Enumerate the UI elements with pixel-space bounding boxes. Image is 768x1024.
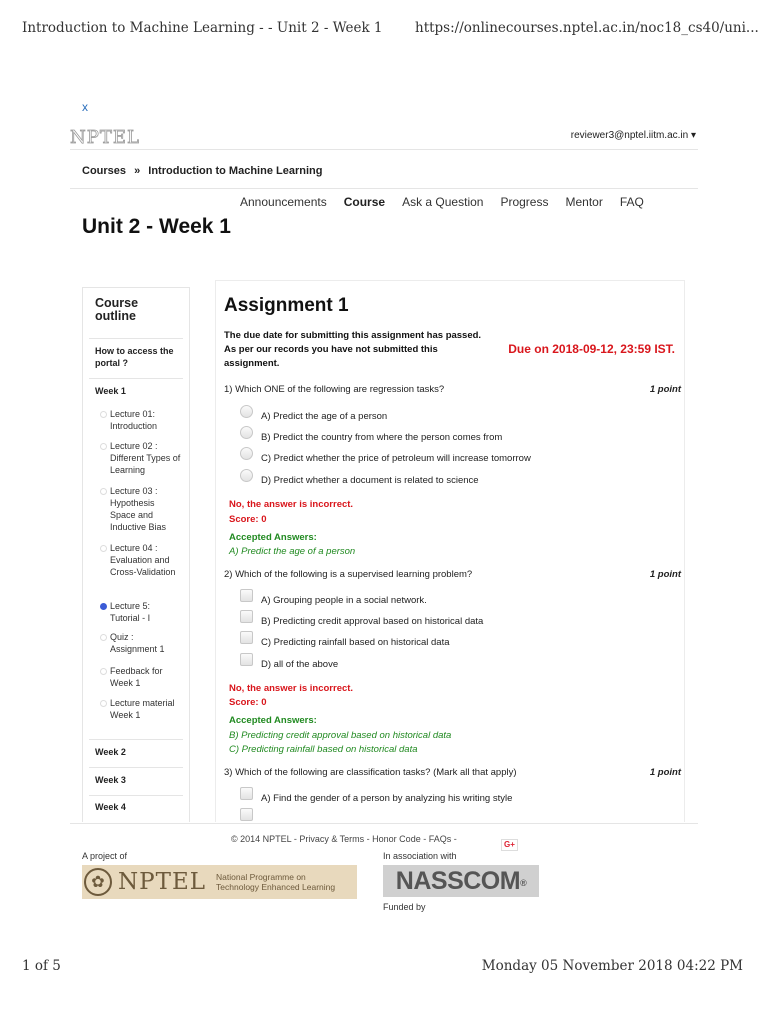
sidebar-title: Course outline: [95, 296, 139, 323]
print-page-title: Introduction to Machine Learning - - Unit 2 - Week 1: [22, 20, 383, 36]
q2-feedback: No, the answer is incorrect.: [229, 683, 354, 694]
sidebar-lecture-04[interactable]: Lecture 04 : Evaluation and Cross-Validation: [110, 543, 176, 577]
sidebar-item-week-4[interactable]: Week 4: [95, 802, 126, 812]
nptel-banner-logo[interactable]: [82, 865, 357, 899]
header-divider: [70, 149, 698, 150]
q1-option-d[interactable]: [240, 470, 479, 486]
radio-button[interactable]: [240, 405, 253, 418]
q3-option-a[interactable]: [240, 788, 512, 804]
q2-accepted-label: Accepted Answers:: [229, 715, 317, 726]
checkbox[interactable]: [240, 808, 253, 821]
user-menu[interactable]: reviewer3@nptel.iitm.ac.in ▾: [570, 130, 696, 141]
q1-option-a[interactable]: [240, 406, 387, 422]
q3-option-b[interactable]: [240, 809, 261, 822]
nptel-emblem-icon: ✿: [84, 868, 112, 896]
nav-mentor[interactable]: Mentor: [565, 195, 603, 209]
due-date-notice: The due date for submitting this assignment has passed. As per our records you have not submitted this assignment.: [224, 330, 482, 369]
checkbox[interactable]: [240, 589, 253, 602]
question-2-text: 2) Which of the following is a supervised learning problem?: [224, 569, 473, 580]
lecture-status-icon: [100, 668, 107, 675]
close-button[interactable]: x: [82, 100, 88, 114]
nptel-banner-subtitle: [216, 872, 335, 892]
checkbox[interactable]: [240, 653, 253, 666]
question-1-points: 1 point: [649, 384, 681, 395]
q1-feedback: No, the answer is incorrect.: [229, 499, 354, 510]
sidebar-quiz-assignment-1[interactable]: Quiz : Assignment 1: [110, 632, 165, 654]
print-page-url: https://onlinecourses.nptel.ac.in/noc18_cs40/uni...: [415, 20, 759, 36]
registered-mark: ®: [520, 877, 527, 888]
course-nav: [240, 195, 644, 209]
q2-option-d[interactable]: [240, 654, 338, 670]
due-date: Due on 2018-09-12, 23:59 IST.: [508, 342, 675, 356]
nasscom-logo[interactable]: [383, 865, 539, 897]
q1-score: Score: 0: [229, 514, 267, 525]
nptel-logo[interactable]: NPTEL: [70, 127, 140, 148]
nav-announcements[interactable]: Announcements: [240, 195, 327, 209]
checkbox[interactable]: [240, 610, 253, 623]
lecture-status-icon: [100, 634, 107, 641]
google-plus-icon[interactable]: G+: [501, 839, 518, 851]
assignment-title: Assignment 1: [224, 295, 349, 316]
radio-button[interactable]: [240, 469, 253, 482]
nasscom-word: NASSCOM: [395, 866, 521, 895]
nav-faq[interactable]: FAQ: [619, 195, 644, 209]
nav-ask-question[interactable]: Ask a Question: [402, 195, 484, 209]
q1-option-c[interactable]: [240, 448, 531, 464]
option-label: C) Predicting rainfall based on historical data: [261, 637, 450, 648]
funded-by-label: Funded by: [383, 902, 426, 912]
sidebar-divider: [89, 739, 183, 740]
option-label: B) Predict the country from where the person comes from: [261, 432, 503, 443]
print-page-number: 1 of 5: [22, 958, 61, 974]
checkbox[interactable]: [240, 787, 253, 800]
project-of-label: A project of: [82, 851, 128, 861]
option-label: D) Predict whether a document is related to science: [261, 475, 479, 486]
sidebar-lecture-01[interactable]: Lecture 01: Introduction: [110, 409, 158, 431]
sidebar-divider: [89, 378, 183, 379]
option-label: D) all of the above: [261, 659, 339, 670]
checkbox[interactable]: [240, 631, 253, 644]
option-label: A) Predict the age of a person: [261, 411, 388, 422]
sidebar-lecture-material[interactable]: Lecture material Week 1: [110, 698, 175, 720]
course-outline-sidebar: [82, 287, 190, 822]
q2-option-c[interactable]: [240, 632, 450, 648]
radio-button[interactable]: [240, 426, 253, 439]
lecture-status-icon: [100, 488, 107, 495]
option-label: A) Grouping people in a social network.: [261, 595, 427, 606]
q1-accepted-label: Accepted Answers:: [229, 532, 317, 543]
breadcrumb-course-link[interactable]: Introduction to Machine Learning: [148, 165, 323, 177]
breadcrumb: [82, 165, 327, 177]
q2-option-a[interactable]: [240, 590, 427, 606]
nptel-subtitle-line-2: Technology Enhanced Learning: [216, 882, 336, 892]
sidebar-item-week-1[interactable]: Week 1: [95, 386, 126, 396]
option-label: C) Predict whether the price of petroleum will increase tomorrow: [261, 453, 531, 464]
nptel-subtitle-line-1: National Programme on: [216, 872, 306, 882]
question-3-points: 1 point: [649, 767, 681, 778]
nptel-banner-word: NPTEL: [118, 869, 207, 895]
lecture-status-icon: [100, 411, 107, 418]
lecture-status-icon: [100, 700, 107, 707]
sidebar-item-week-3[interactable]: Week 3: [95, 775, 126, 785]
question-3-text: 3) Which of the following are classification tasks? (Mark all that apply): [224, 767, 517, 778]
lecture-status-icon: [100, 545, 107, 552]
sidebar-lecture-05[interactable]: Lecture 5: Tutorial - I: [110, 601, 151, 623]
sidebar-divider: [89, 795, 183, 796]
sidebar-item-week-2[interactable]: Week 2: [95, 747, 126, 757]
radio-button[interactable]: [240, 447, 253, 460]
footer-divider: [70, 823, 698, 824]
print-timestamp: Monday 05 November 2018 04:22 PM: [481, 958, 743, 974]
breadcrumb-divider: [70, 188, 698, 189]
q2-score: Score: 0: [229, 697, 267, 708]
page-title: Unit 2 - Week 1: [82, 215, 231, 238]
sidebar-feedback-week-1[interactable]: Feedback for Week 1: [110, 666, 163, 688]
sidebar-lecture-02[interactable]: Lecture 02 : Different Types of Learning: [110, 441, 181, 475]
breadcrumb-courses-link[interactable]: Courses: [82, 165, 127, 177]
assignment-panel: [215, 280, 685, 822]
association-label: In association with: [383, 851, 457, 861]
current-lecture-icon: [100, 603, 107, 610]
footer-copyright[interactable]: © 2014 NPTEL - Privacy & Terms - Honor Code - FAQs -: [231, 834, 457, 844]
breadcrumb-separator: »: [134, 165, 141, 177]
option-label: B) Predicting credit approval based on historical data: [261, 616, 484, 627]
q2-option-b[interactable]: [240, 611, 483, 627]
nav-progress[interactable]: Progress: [500, 195, 549, 209]
question-2-points: 1 point: [649, 569, 681, 580]
q1-option-b[interactable]: [240, 427, 502, 443]
option-label: A) Find the gender of a person by analyzing his writing style: [261, 793, 513, 804]
q2-accepted-answer-b: B) Predicting credit approval based on historical data: [229, 730, 452, 741]
sidebar-lecture-03[interactable]: Lecture 03 : Hypothesis Space and Inductive Bias: [110, 486, 167, 532]
nav-course[interactable]: Course: [343, 195, 386, 209]
sidebar-item-how-to-access[interactable]: How to access the portal ?: [95, 346, 174, 368]
question-1-text: 1) Which ONE of the following are regression tasks?: [224, 384, 445, 395]
q2-accepted-answer-c: C) Predicting rainfall based on historical data: [229, 744, 418, 755]
sidebar-divider: [89, 338, 183, 339]
sidebar-divider: [89, 767, 183, 768]
lecture-status-icon: [100, 443, 107, 450]
q1-accepted-answer: A) Predict the age of a person: [229, 546, 356, 557]
